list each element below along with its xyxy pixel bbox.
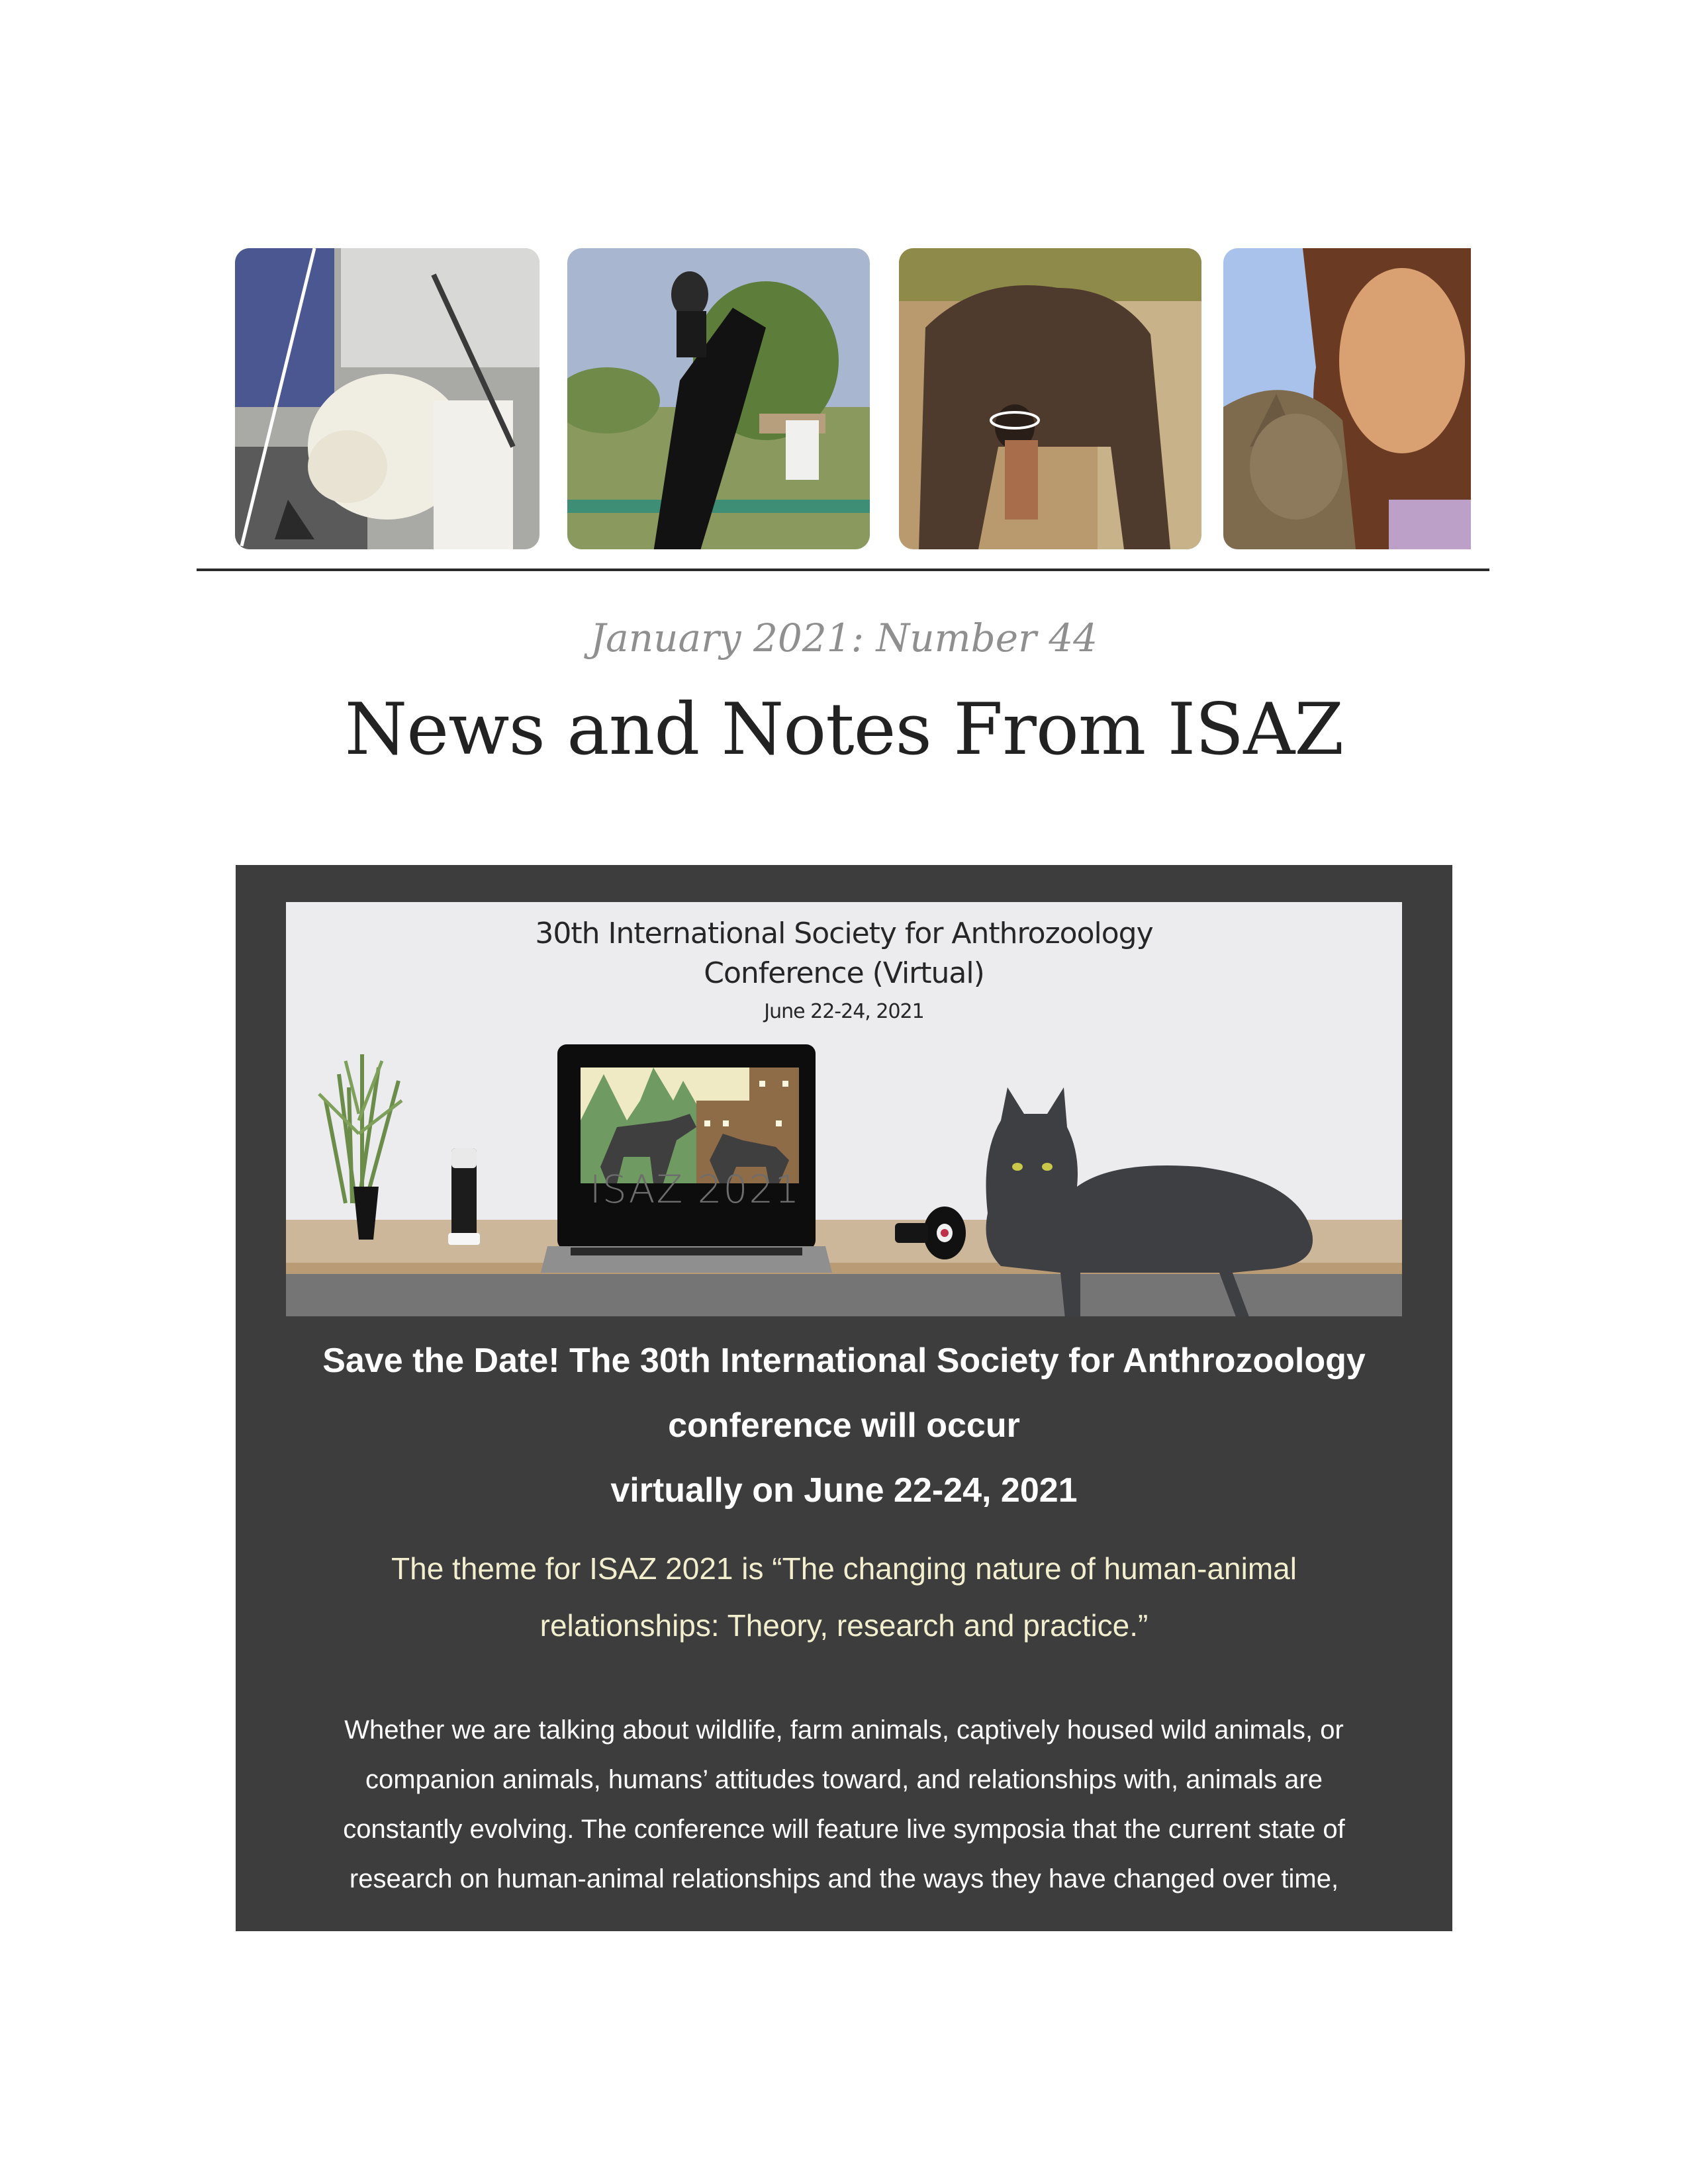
body-line: companion animals, humans’ attitudes toward, and relationships with, animals are [365,1765,1323,1794]
theme-line: The theme for ISAZ 2021 is “The changing nature of human-animal [391,1551,1297,1586]
banner-conference-date: June 22-24, 2021 [764,1000,924,1023]
theme-line: relationships: Theory, research and practice.” [539,1608,1149,1643]
page-title: News and Notes From ISAZ [344,688,1344,771]
photo-elephant [899,248,1201,549]
photo-woman-cat [1223,248,1471,549]
conference-feature-panel [236,865,1452,1931]
headline-line: conference will occur [668,1406,1020,1445]
save-the-date-headline [236,1328,1452,1523]
headline-line: Save the Date! The 30th International Society for Anthrozoology [322,1342,1366,1380]
banner-conference-title: 30th International Society for Anthrozoology [535,917,1153,950]
issue-line: January 2021: Number 44 [590,615,1098,660]
conference-description [236,1706,1452,1904]
headline-line: virtually on June 22-24, 2021 [610,1471,1078,1510]
laptop-logo-text: ISAZ 2021 [589,1167,801,1212]
header-photo-strip [235,248,1471,549]
body-line: research on human-animal relationships and the ways they have changed over time, [349,1864,1339,1893]
conference-banner-image [286,902,1402,1316]
photo-guide-dog [235,248,539,549]
conference-theme [236,1540,1452,1654]
photo-horse-jump [567,248,870,549]
banner-conference-subtitle: Conference (Virtual) [704,956,984,990]
body-line: constantly evolving. The conference will feature live symposia that the current state of [343,1815,1345,1844]
body-line: Whether we are talking about wildlife, farm animals, captively housed wild animals, or [344,1715,1344,1745]
header-divider [197,569,1489,571]
